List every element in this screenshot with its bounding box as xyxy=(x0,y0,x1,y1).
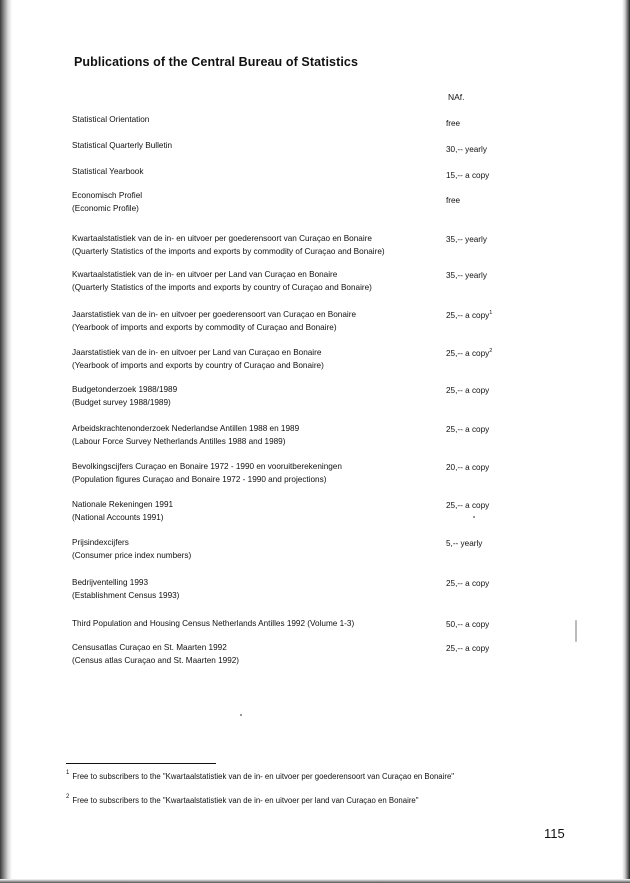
publication-subtitle: (Yearbook of imports and exports by country of Curaçao and Bonaire) xyxy=(72,361,324,370)
price-text: 50,-- a copy xyxy=(446,620,490,629)
publication-title: Arbeidskrachtenonderzoek Nederlandse Antillen 1988 en 1989 xyxy=(72,424,300,433)
publication-title: Bedrijventelling 1993 xyxy=(72,578,149,587)
publication-subtitle: (Quarterly Statistics of the imports and exports by country of Curaçao and Bonaire) xyxy=(72,283,372,292)
currency-header: NAf. xyxy=(448,92,465,102)
publication-price xyxy=(446,384,489,397)
scan-speck xyxy=(473,516,475,518)
publication-name xyxy=(72,189,142,215)
price-text: 30,-- yearly xyxy=(446,145,487,154)
publication-title: Statistical Quarterly Bulletin xyxy=(72,141,173,150)
publication-title: Statistical Yearbook xyxy=(72,167,144,176)
publication-subtitle: (Quarterly Statistics of the imports and exports by commodity of Curaçao and Bonaire) xyxy=(72,247,385,256)
publication-price xyxy=(446,423,489,436)
publication-title: Statistical Orientation xyxy=(72,115,150,124)
publication-name xyxy=(72,422,299,448)
publication-price xyxy=(446,194,460,207)
publication-title: Kwartaalstatistiek van de in- en uitvoer per Land van Curaçao en Bonaire xyxy=(72,270,338,279)
publication-subtitle: (Establishment Census 1993) xyxy=(72,591,180,600)
publication-subtitle: (National Accounts 1991) xyxy=(72,513,164,522)
publication-price xyxy=(446,347,492,360)
publication-title: Budgetonderzoek 1988/1989 xyxy=(72,385,178,394)
price-text: 25,-- a copy xyxy=(446,425,490,434)
price-text: 25,-- a copy xyxy=(446,386,490,395)
publication-subtitle: (Consumer price index numbers) xyxy=(72,551,192,560)
price-text: free xyxy=(446,119,461,128)
price-text: 35,-- yearly xyxy=(446,235,487,244)
publication-price xyxy=(446,169,489,182)
price-text: 35,-- yearly xyxy=(446,271,487,280)
publication-name xyxy=(72,165,143,178)
publication-price xyxy=(446,117,460,130)
publication-title: Censusatlas Curaçao en St. Maarten 1992 xyxy=(72,643,227,652)
publication-name xyxy=(72,641,239,667)
footnote-rule xyxy=(66,763,216,764)
publication-name xyxy=(72,576,179,602)
page-title: Publications of the Central Bureau of Statistics xyxy=(74,55,359,69)
publication-price xyxy=(446,577,489,590)
publication-price xyxy=(446,499,489,512)
publication-price xyxy=(446,309,492,322)
footnote-reference: 2 xyxy=(489,348,493,354)
footnote-marker: 1 xyxy=(66,770,70,776)
footnote-1 xyxy=(66,772,454,781)
publication-title: Jaarstatistiek van de in- en uitvoer per Land van Curaçao en Bonaire xyxy=(72,348,322,357)
publication-title: Jaarstatistiek van de in- en uitvoer per goederensoort van Curaçao en Bonaire xyxy=(72,310,356,319)
price-text: 25,-- a copy xyxy=(446,349,490,358)
publication-price xyxy=(446,461,489,474)
publication-name xyxy=(72,268,372,294)
footnote-reference: 1 xyxy=(489,310,493,316)
publication-name xyxy=(72,460,342,486)
price-text: 25,-- a copy xyxy=(446,501,490,510)
footnote-2 xyxy=(66,796,419,805)
price-text: 25,-- a copy xyxy=(446,579,490,588)
publication-title: Kwartaalstatistiek van de in- en uitvoer per goederensoort van Curaçao en Bonaire xyxy=(72,234,372,243)
publication-subtitle: (Yearbook of imports and exports by commodity of Curaçao and Bonaire) xyxy=(72,323,337,332)
publication-name xyxy=(72,498,173,524)
publication-name xyxy=(72,113,149,126)
publication-name xyxy=(72,383,177,409)
page-right-edge xyxy=(622,0,630,883)
publication-price xyxy=(446,618,489,631)
footnote-text: Free to subscribers to the "Kwartaalstatistiek van de in- en uitvoer per land van Curaçao en Bonaire" xyxy=(72,796,419,805)
publication-subtitle: (Census atlas Curaçao and St. Maarten 1992) xyxy=(72,656,240,665)
scan-speck xyxy=(240,714,242,716)
publication-subtitle: (Budget survey 1988/1989) xyxy=(72,398,171,407)
publication-price xyxy=(446,269,487,282)
publication-title: Economisch Profiel xyxy=(72,191,143,200)
publication-subtitle: (Economic Profile) xyxy=(72,204,139,213)
publication-title: Nationale Rekeningen 1991 xyxy=(72,500,174,509)
publication-price xyxy=(446,233,487,246)
footnote-marker: 2 xyxy=(66,794,70,800)
price-text: 20,-- a copy xyxy=(446,463,490,472)
publication-title: Bevolkingscijfers Curaçao en Bonaire 1972 - 1990 en vooruitberekeningen xyxy=(72,462,342,471)
page-left-edge xyxy=(0,0,12,883)
page-bottom-edge xyxy=(0,879,630,883)
publication-title: Third Population and Housing Census Netherlands Antilles 1992 (Volume 1-3) xyxy=(72,619,355,628)
publication-name xyxy=(72,617,354,630)
publication-name xyxy=(72,139,172,152)
scan-mark xyxy=(575,620,577,642)
publication-price xyxy=(446,642,489,655)
footnote-text: Free to subscribers to the "Kwartaalstatistiek van de in- en uitvoer per goederensoort van Curaçao en Bonaire" xyxy=(72,772,455,781)
price-text: 15,-- a copy xyxy=(446,171,490,180)
publication-name xyxy=(72,232,385,258)
price-text: 25,-- a copy xyxy=(446,644,490,653)
publication-price xyxy=(446,143,487,156)
price-text: free xyxy=(446,196,461,205)
publication-title: Prijsindexcijfers xyxy=(72,538,129,547)
publication-name xyxy=(72,536,191,562)
publication-name xyxy=(72,346,324,372)
publication-name xyxy=(72,308,356,334)
publication-price xyxy=(446,537,482,550)
publication-subtitle: (Labour Force Survey Netherlands Antilles 1988 and 1989) xyxy=(72,437,286,446)
price-text: 25,-- a copy xyxy=(446,311,490,320)
price-text: 5,-- yearly xyxy=(446,539,483,548)
publication-subtitle: (Population figures Curaçao and Bonaire 1972 - 1990 and projections) xyxy=(72,475,327,484)
page-number: 115 xyxy=(544,826,565,841)
